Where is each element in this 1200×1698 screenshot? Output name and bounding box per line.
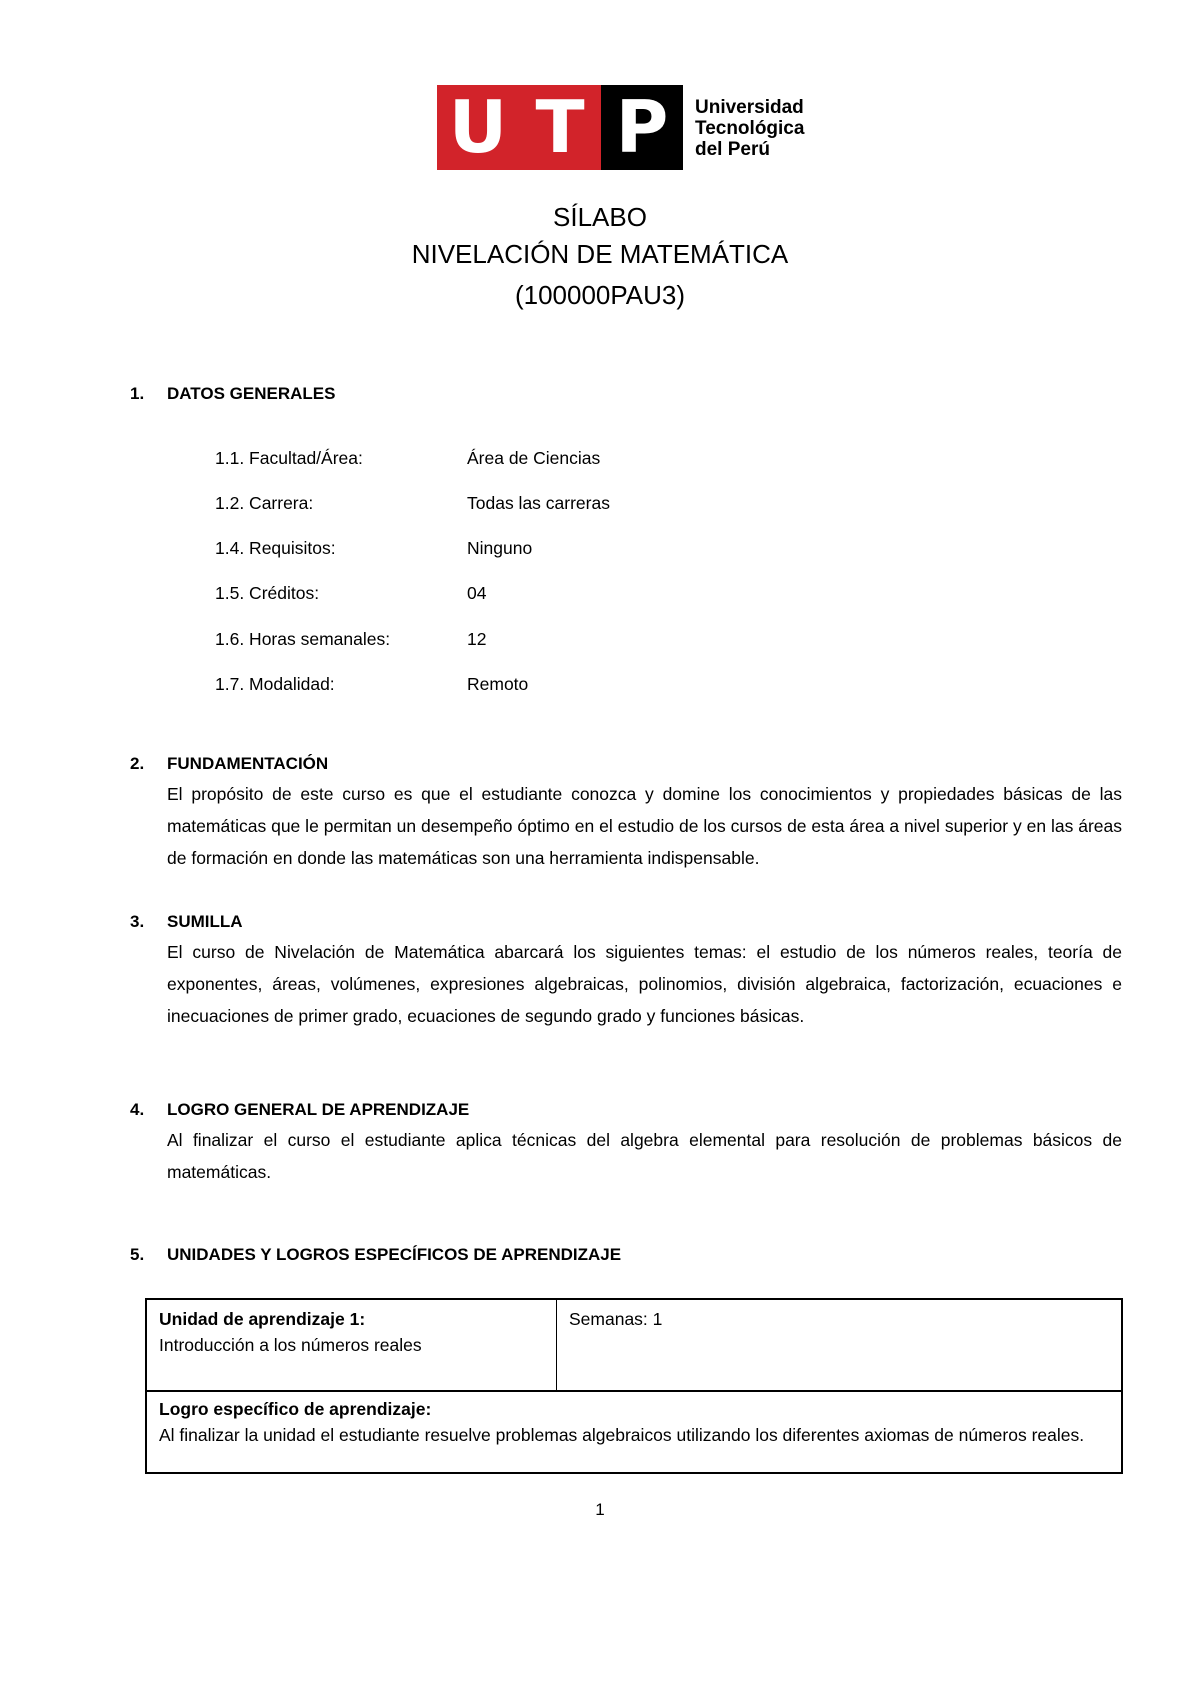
unit-label: Unidad de aprendizaje 1: (159, 1309, 366, 1329)
course-code: (100000PAU3) (514, 280, 686, 310)
unit-name: Introducción a los números reales (159, 1335, 422, 1355)
section-heading-datos-generales: 1. DATOS GENERALES (130, 384, 336, 403)
section-heading-sumilla: 3. SUMILLA (130, 912, 243, 931)
logo-university-name: Universidad Tecnológica del Perú (695, 97, 805, 160)
logo-letter-t: T (535, 85, 585, 169)
page-number: 1 (595, 1500, 605, 1519)
unit-table-row (147, 1300, 1121, 1392)
utp-logo (437, 85, 807, 170)
section-heading-logro-general: 4. LOGRO GENERAL DE APRENDIZAJE (130, 1100, 470, 1119)
unit-table (145, 1298, 1123, 1474)
section-heading-fundamentacion: 2. FUNDAMENTACIÓN (130, 754, 329, 773)
logro-especifico-label: Logro específico de aprendizaje: (159, 1399, 432, 1419)
unit-weeks: Semanas: 1 (569, 1309, 663, 1329)
course-name: NIVELACIÓN DE MATEMÁTICA (411, 239, 789, 269)
logro-especifico-text: Al finalizar la unidad el estudiante resuelve problemas algebraicos utilizando los diferentes axiomas de números reales. (159, 1425, 1085, 1445)
logo-letter-p: P (615, 85, 669, 169)
section-heading-unidades: 5. UNIDADES Y LOGROS ESPECÍFICOS DE APRENDIZAJE (130, 1245, 622, 1264)
fundamentacion-text: El propósito de este curso es que el estudiante conozca y domine los conocimientos y propiedades básicas de las matemáticas que le permitan un desempeño óptimo en el estudio de los cursos de esta área a nivel superior y en las áreas de formación en donde las matemáticas son una herramienta indispensable. (167, 784, 1122, 868)
logro-especifico-cell (147, 1392, 1121, 1452)
sumilla-text: El curso de Nivelación de Matemática abarcará los siguientes temas: el estudio de los números reales, teoría de exponentes, áreas, volúmenes, expresiones algebraicas, polinomios, división algebraica, factorización, ecuaciones e inecuaciones de primer grado, ecuaciones de segundo grado y funciones básicas. (167, 942, 1122, 1026)
logo-letter-u: U (448, 85, 508, 169)
document-title: SÍLABO (553, 202, 647, 232)
weeks-cell (557, 1300, 1121, 1402)
logro-general-text: Al finalizar el curso el estudiante aplica técnicas del algebra elemental para resolución de problemas básicos de matemáticas. (167, 1130, 1122, 1182)
unit-cell (147, 1300, 557, 1390)
